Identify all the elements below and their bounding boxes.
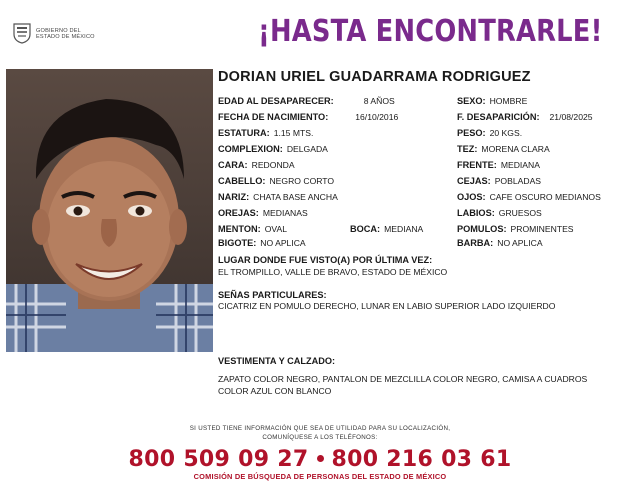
field-value: GRUESOS xyxy=(498,208,542,218)
field-fecha-desaparicion xyxy=(457,112,593,122)
field-label: OJOS: xyxy=(457,192,486,202)
separator-dot-icon xyxy=(317,455,324,462)
field-orejas xyxy=(218,208,308,218)
field-label: EDAD AL DESAPARECER: xyxy=(218,96,334,106)
field-peso xyxy=(457,128,522,138)
field-pomulos xyxy=(457,224,574,234)
field-bigote xyxy=(218,238,306,248)
field-label: CEJAS: xyxy=(457,176,491,186)
field-value: MORENA CLARA xyxy=(481,144,550,154)
field-label: POMULOS: xyxy=(457,224,507,234)
field-value: OVAL xyxy=(264,224,287,234)
phone-numbers xyxy=(0,447,640,472)
field-value: MEDIANAS xyxy=(262,208,308,218)
field-label: TEZ: xyxy=(457,144,478,154)
footer-note-line2: COMUNÍQUESE A LOS TELÉFONOS: xyxy=(262,434,378,441)
last-seen-label: LUGAR DONDE FUE VISTO(A) POR ÚLTIMA VEZ: xyxy=(218,255,433,265)
field-value: 1.15 MTS. xyxy=(273,128,314,138)
phone-number-2[interactable]: 800 216 03 61 xyxy=(331,447,512,472)
field-cara xyxy=(218,160,295,170)
clothing-line2: COLOR AZUL CON BLANCO xyxy=(218,386,332,396)
field-label: F. DESAPARICIÓN: xyxy=(457,112,540,122)
logo-line1: GOBIERNO DEL xyxy=(36,28,81,34)
field-label: BARBA: xyxy=(457,238,494,248)
field-value: 8 AÑOS xyxy=(363,96,395,106)
field-label: LABIOS: xyxy=(457,208,495,218)
field-boca xyxy=(350,224,423,234)
field-value: DELGADA xyxy=(286,144,328,154)
field-value: 21/08/2025 xyxy=(549,112,593,122)
field-label: FRENTE: xyxy=(457,160,497,170)
field-label: NARIZ: xyxy=(218,192,250,202)
field-value: MEDIANA xyxy=(500,160,540,170)
marks-value: CICATRIZ EN POMULO DERECHO, LUNAR EN LABIO SUPERIOR LADO IZQUIERDO xyxy=(218,301,556,311)
field-value: 16/10/2016 xyxy=(355,112,399,122)
field-label: BOCA: xyxy=(350,224,381,234)
field-cabello xyxy=(218,176,334,186)
field-estatura xyxy=(218,128,313,138)
field-value: REDONDA xyxy=(251,160,295,170)
marks-label: SEÑAS PARTICULARES: xyxy=(218,290,327,300)
government-logo xyxy=(12,22,122,46)
headline: ¡HASTA ENCONTRARLE! xyxy=(258,14,603,49)
clothing-label: VESTIMENTA Y CALZADO: xyxy=(218,356,336,366)
field-label: BIGOTE: xyxy=(218,238,257,248)
field-cejas xyxy=(457,176,541,186)
field-value: CHATA BASE ANCHA xyxy=(253,192,338,202)
field-label: COMPLEXION: xyxy=(218,144,283,154)
field-label: CABELLO: xyxy=(218,176,266,186)
field-value: MEDIANA xyxy=(384,224,424,234)
person-photo xyxy=(6,69,213,352)
field-label: SEXO: xyxy=(457,96,486,106)
clothing-line1: ZAPATO COLOR NEGRO, PANTALON DE MEZCLILLA COLOR NEGRO, CAMISA A CUADROS xyxy=(218,374,588,384)
field-barba xyxy=(457,238,543,248)
person-name: DORIAN URIEL GUADARRAMA RODRIGUEZ xyxy=(218,69,531,85)
field-value: HOMBRE xyxy=(489,96,528,106)
field-label: OREJAS: xyxy=(218,208,259,218)
field-fecha-nacimiento xyxy=(218,112,398,122)
phone-number-1[interactable]: 800 509 09 27 xyxy=(128,447,309,472)
field-labios xyxy=(457,208,542,218)
field-label: CARA: xyxy=(218,160,248,170)
field-value: NO APLICA xyxy=(260,238,306,248)
field-menton xyxy=(218,224,287,234)
footer-note-line1: SI USTED TIENE INFORMACIÓN QUE SEA DE UTILIDAD PARA SU LOCALIZACIÓN, xyxy=(189,425,451,432)
field-value: 20 KGS. xyxy=(489,128,523,138)
field-value: CAFE OSCURO MEDIANOS xyxy=(489,192,601,202)
last-seen-value: EL TROMPILLO, VALLE DE BRAVO, ESTADO DE MÉXICO xyxy=(218,267,448,277)
field-nariz xyxy=(218,192,338,202)
field-value: POBLADAS xyxy=(494,176,542,186)
field-label: MENTON: xyxy=(218,224,261,234)
coat-of-arms-icon xyxy=(12,22,32,44)
field-value: PROMINENTES xyxy=(510,224,574,234)
field-label: PESO: xyxy=(457,128,486,138)
commission-name: COMISIÓN DE BÚSQUEDA DE PERSONAS DEL ESTADO DE MÉXICO xyxy=(193,472,447,481)
field-frente xyxy=(457,160,540,170)
field-tez xyxy=(457,144,550,154)
field-edad xyxy=(218,96,395,106)
logo-line2: ESTADO DE MÉXICO xyxy=(36,34,95,40)
field-label: FECHA DE NACIMIENTO: xyxy=(218,112,329,122)
field-value: NEGRO CORTO xyxy=(269,176,335,186)
field-sexo xyxy=(457,96,527,106)
field-label: ESTATURA: xyxy=(218,128,270,138)
field-ojos xyxy=(457,192,601,202)
field-value: NO APLICA xyxy=(497,238,543,248)
field-complexion xyxy=(218,144,328,154)
